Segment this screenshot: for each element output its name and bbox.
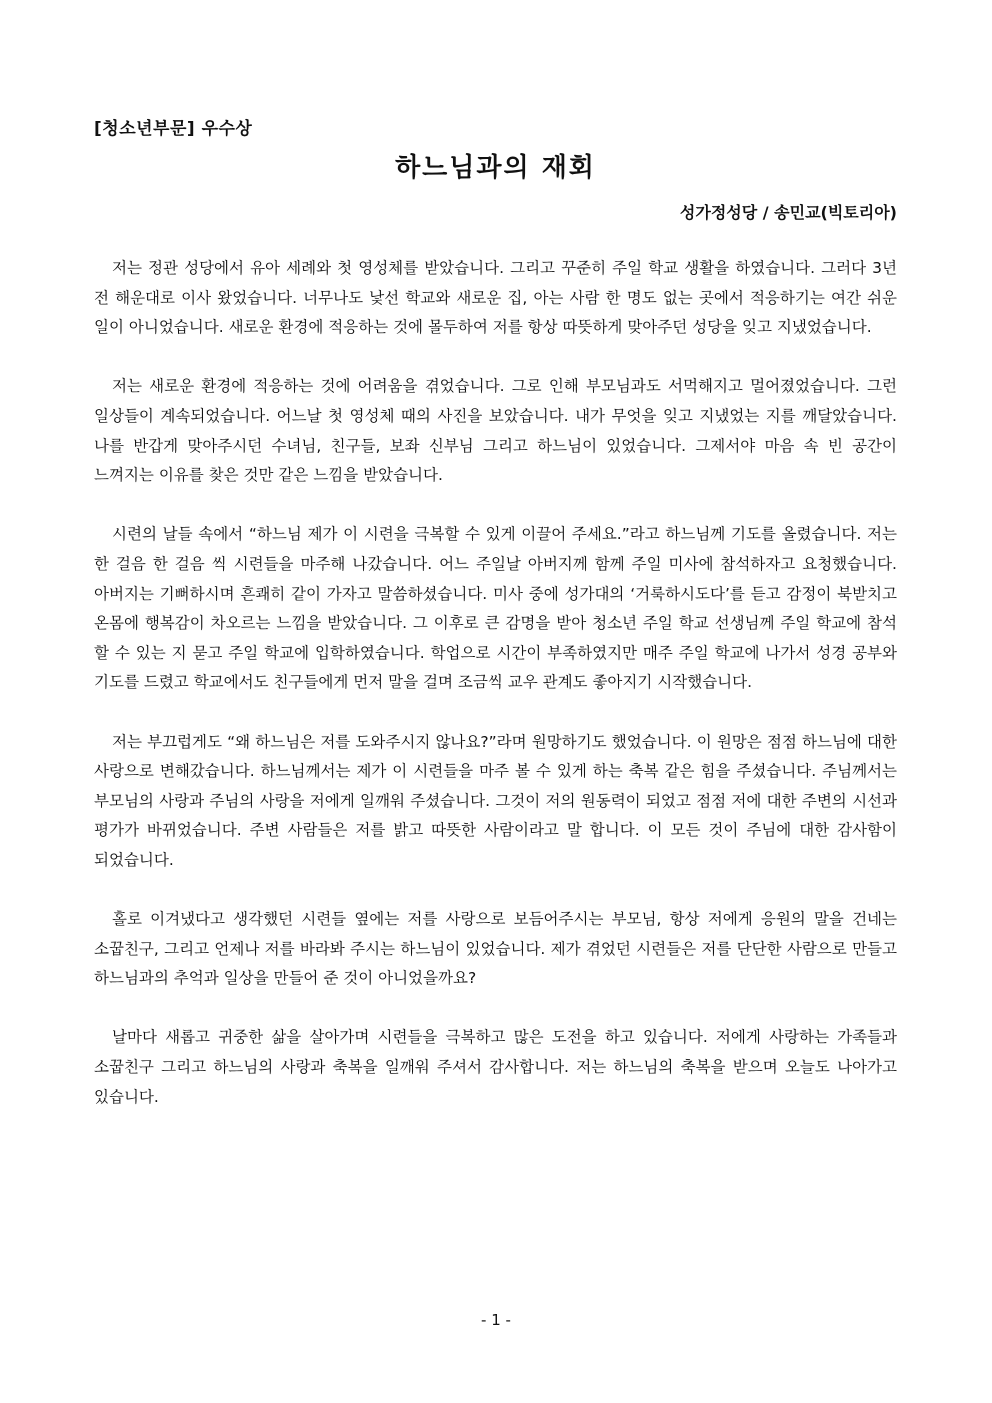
paragraph: 날마다 새롭고 귀중한 삶을 살아가며 시련들을 극복하고 많은 도전을 하고 있습니다. 저에게 사랑하는 가족들과 소꿉친구 그리고 하느님의 사랑과 축복을 일깨워 주셔서 감사합니다. 저는 하느님의 축복을 받으며 오늘도 나아가고 있습니다. (94, 1028, 897, 1106)
paragraph: 저는 새로운 환경에 적응하는 것에 어려움을 겪었습니다. 그로 인해 부모님과도 서먹해지고 멀어졌었습니다. 그런 일상들이 계속되었습니다. 어느날 첫 영성체 때의 사진을 보았습니다. 내가 무엇을 잊고 지냈었는 지를 깨달았습니다. 나를 반갑게 맞아주시던 수녀님, 친구들, 보좌 신부님 그리고 하느님이 있었습니다. 그제서야 마음 속 빈 공간이 느껴지는 이유를 찾은 것만 같은 느낌을 받았습니다. (94, 377, 897, 485)
paragraph: 저는 정관 성당에서 유아 세례와 첫 영성체를 받았습니다. 그리고 꾸준히 주일 학교 생활을 하였습니다. 그러다 3년 전 해운대로 이사 왔었습니다. 너무나도 낯선 학교와 새로운 집, 아는 사람 한 명도 없는 곳에서 적응하기는 여간 쉬운 일이 아니었습니다. 새로운 환경에 적응하는 것에 몰두하여 저를 항상 따뜻하게 맞아주던 성당을 잊고 지냈었습니다. (94, 259, 897, 337)
essay-body (94, 254, 897, 1112)
paragraph: 시련의 날들 속에서 “하느님 제가 이 시련을 극복할 수 있게 이끌어 주세요.”라고 하느님께 기도를 올렸습니다. 저는 한 걸음 한 걸음 씩 시련들을 마주해 나갔습니다. 어느 주일날 아버지께 함께 주일 미사에 참석하자고 요청했습니다. 아버지는 기뻐하시며 흔쾌히 같이 가자고 말씀하셨습니다. 미사 중에 성가대의 ‘거룩하시도다’를 듣고 감정이 북받치고 온몸에 행복감이 차오르는 느낌을 받았습니다. 그 이후로 큰 감명을 받아 청소년 주일 학교 선생님께 주일 학교에 참석 할 수 있는 지 묻고 주일 학교에 입학하였습니다. 학업으로 시간이 부족하였지만 매주 주일 학교에 나가서 성경 공부와 기도를 드렸고 학교에서도 친구들에게 먼저 말을 걸며 조금씩 교우 관계도 좋아지기 시작했습니다. (94, 525, 897, 692)
paragraph: 저는 부끄럽게도 “왜 하느님은 저를 도와주시지 않나요?”라며 원망하기도 했었습니다. 이 원망은 점점 하느님에 대한 사랑으로 변해갔습니다. 하느님께서는 제가 이 시련들을 마주 볼 수 있게 하는 축복 같은 힘을 주셨습니다. 주님께서는 부모님의 사랑과 주님의 사랑을 저에게 일깨워 주셨습니다. 그것이 저의 원동력이 되었고 점점 저에 대한 주변의 시선과 평가가 바뀌었습니다. 주변 사람들은 저를 밝고 따뜻한 사람이라고 말 합니다. 이 모든 것이 주님에 대한 감사함이 되었습니다. (94, 732, 897, 869)
award-category: [청소년부문] 우수상 (94, 119, 253, 139)
page-number: - 1 - (481, 1311, 511, 1329)
paragraph: 홀로 이겨냈다고 생각했던 시련들 옆에는 저를 사랑으로 보듬어주시는 부모님, 항상 저에게 응원의 말을 건네는 소꿉친구, 그리고 언제나 저를 바라봐 주시는 하느님이 있었습니다. 제가 겪었던 시련들은 저를 단단한 사람으로 만들고 하느님과의 추억과 일상을 만들어 준 것이 아니었을까요? (94, 910, 897, 988)
author-line: 성가정성당 / 송민교(빅토리아) (679, 203, 897, 222)
document-page (94, 116, 897, 1142)
essay-title: 하느님과의 재회 (395, 153, 596, 183)
